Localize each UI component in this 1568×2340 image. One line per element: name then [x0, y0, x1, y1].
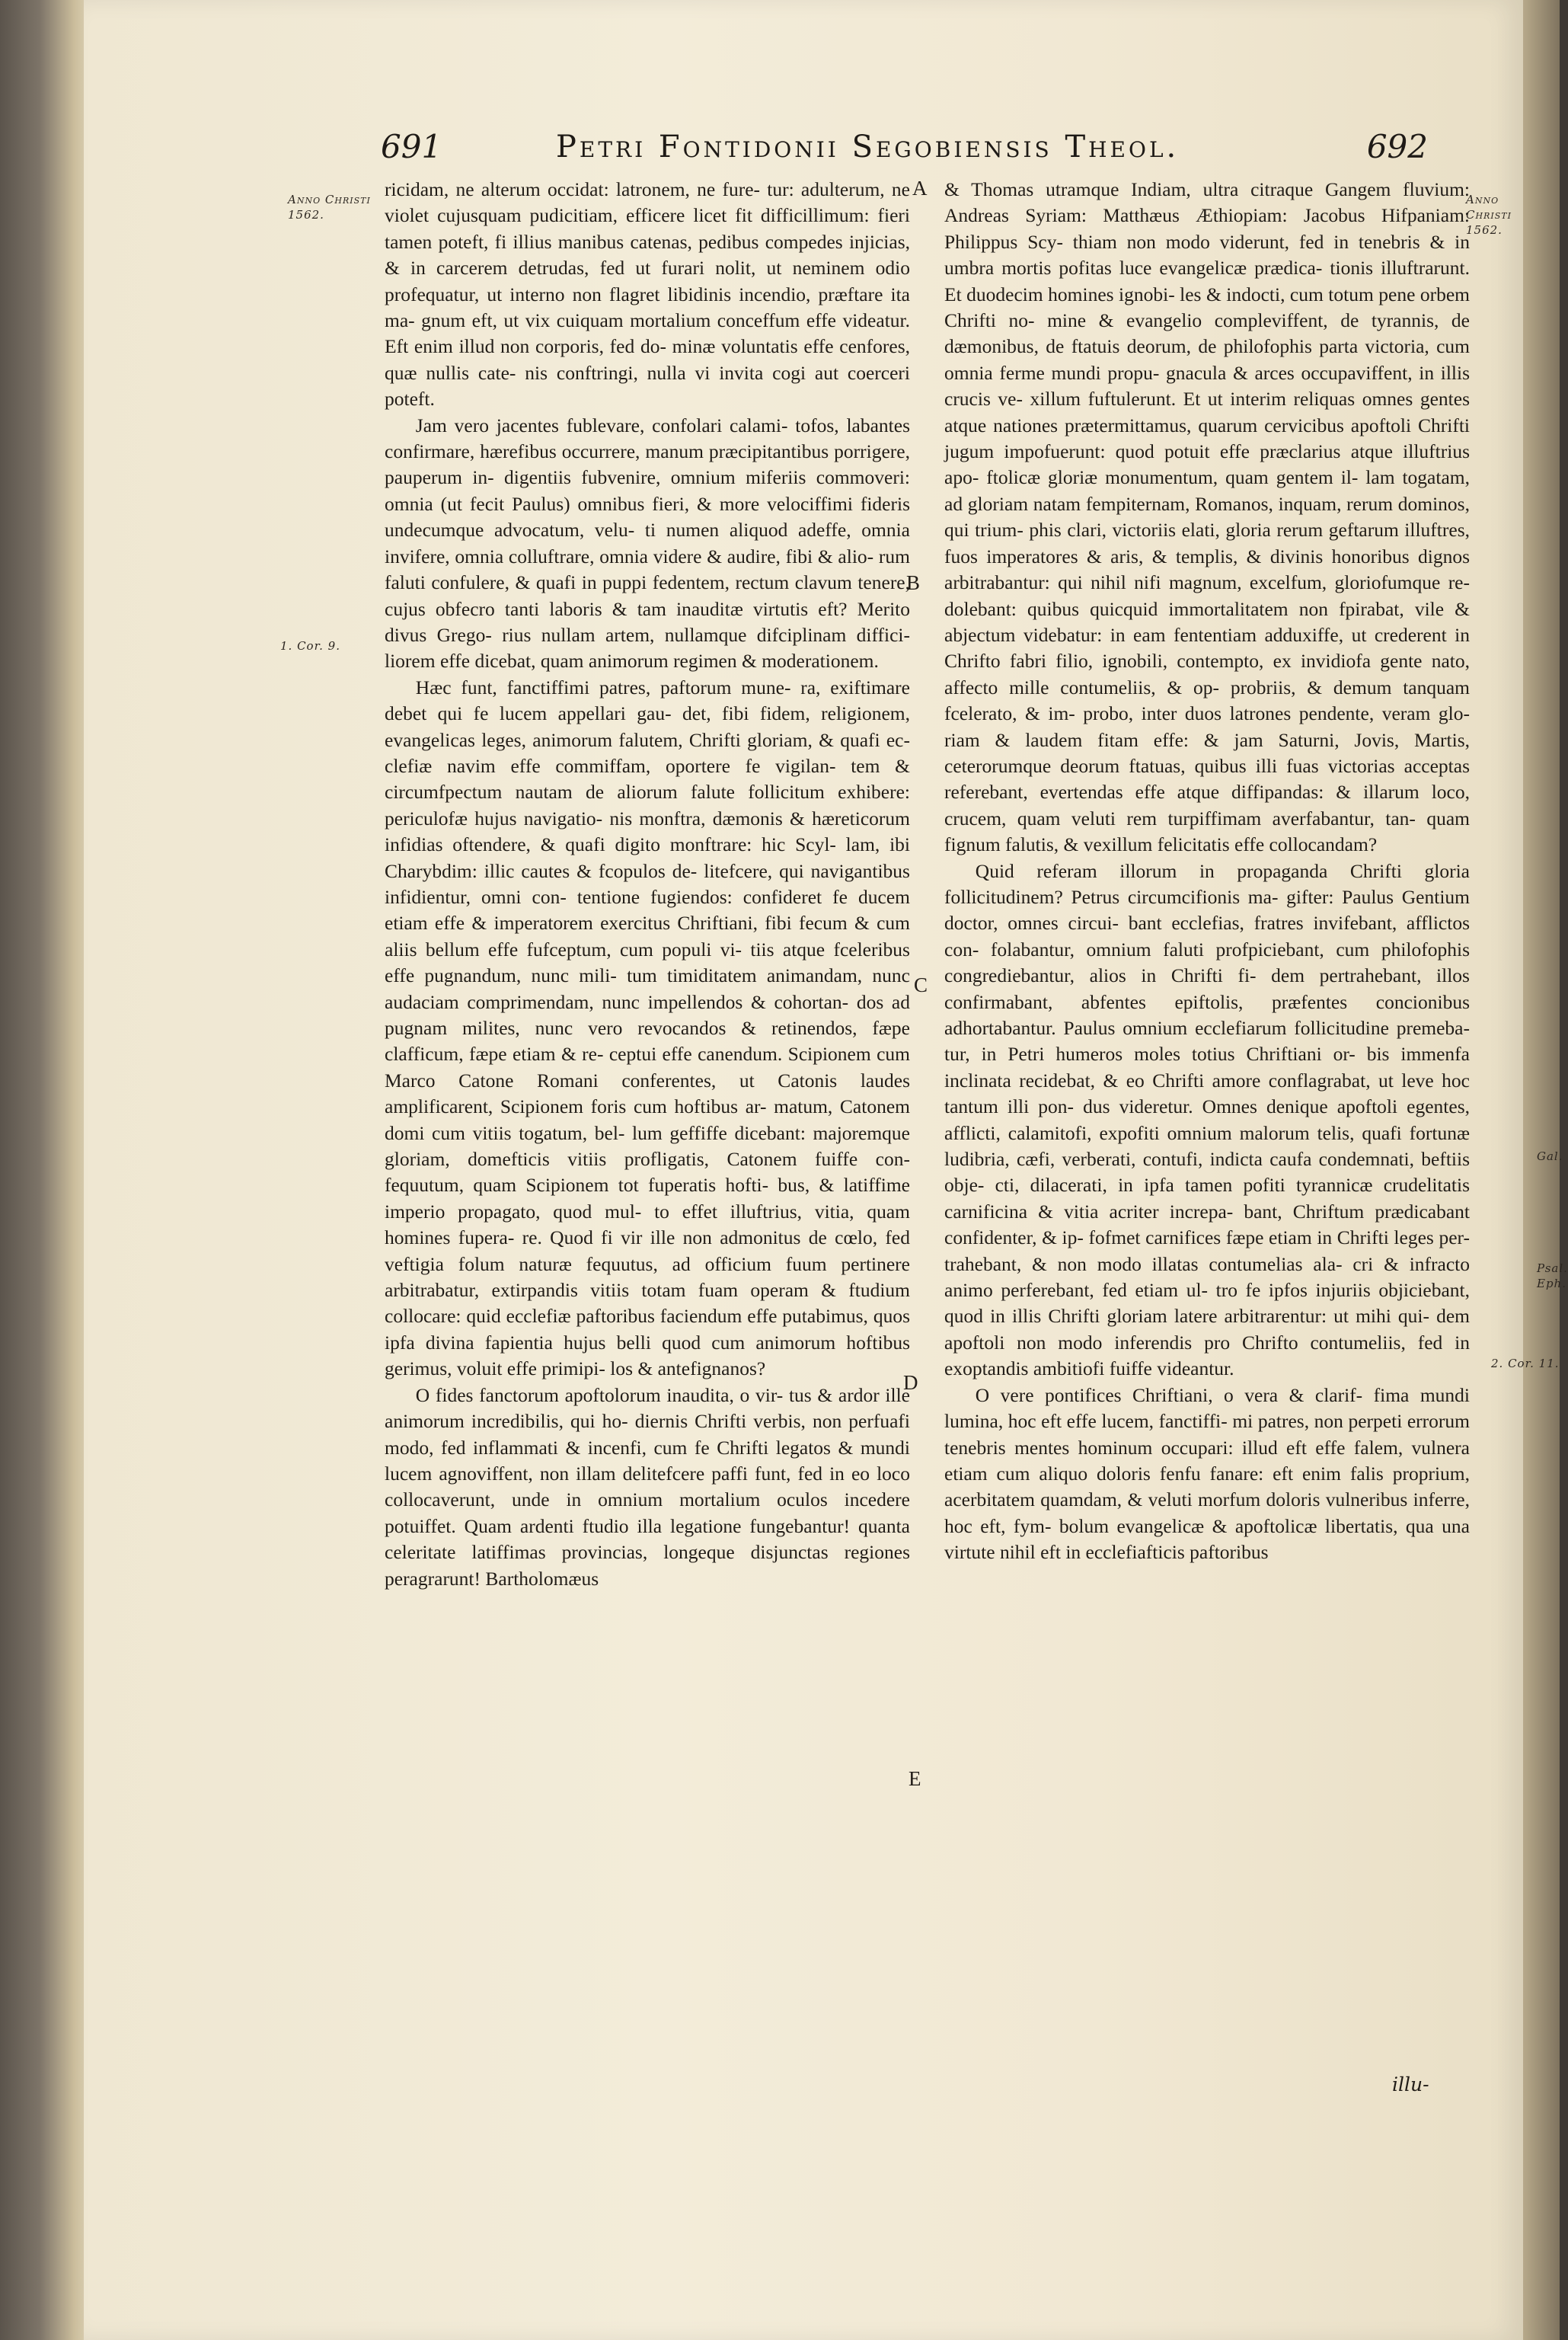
catchword: illu-	[1392, 2073, 1429, 2095]
running-title: Petri Fontidonii Segobiensis Theol.	[556, 129, 1180, 165]
page-number-left: 691	[381, 128, 442, 165]
margin-year-left: Anno Christi 1562.	[288, 193, 371, 222]
paragraph: & Thomas utramque Indiam, ultra citraque Gangem fluvium: Andreas Syriam: Matthæus Æthiopiam: Jacobus Hifpaniam: Philippus Scy- thiam non modo viderunt, fed in tenebris & in umbra mortis pofitas luce evangelicæ prædica- tionis illuftrarunt. Et duodecim homines ignobi- les & indocti, cum totum pene orbem Chrifti no- mine & evangelio compleviffent, de tyrannis, de dæmonibus, de ftatuis deorum, de philofophis parta victoria, cum omnia ferme mundi propu- gnacula & arces occupaviffent, in illis crucis ve- xillum fuftulerunt. Et ut interim reliquas omnes gentes atque nationes prætermittamus, quarum cervicibus apoftoli Chrifti jugum impofuerunt: quod potuit effe præclarius atque illuftrius apo- ftolicæ gloriæ monumentum, quam gentem il- lam togatam, ad gloriam natam fempiternam, Romanos, inquam, rerum dominos, qui trium- phis clari, victoriis elati, gloria rerum geftarum illuftres, fuos imperatores & aris, & templis, & divinis honoribus dignos arbitrabantur: qui nihil nifi magnum, excelfum, gloriofumque re- dolebant: quibus quicquid immortalitatem non fpirabat, vile & abjectum videbatur: in eam fententiam adduxiffe, ut crederent in Chrifto fabri filio, ignobili, contempto, ex invidiofa gente nato, affecto mille contumeliis, & op- probriis, & demum tanquam fcelerato, & im- probo, inter duos latrones pendente, veram glo- riam & laudem fitam effe: & jam Saturni, Jovis, Martis, ceterorumque deorum ftatuas, quibus illi fuas victorias acceptas referebant, evertendas effe atque diffipandas: & illarum loco, crucem, quam veluti rem turpiffimam averfabantur, tan- quam fignum falutis, & vexillum felicitatis effe collocandam?	[944, 178, 1470, 856]
margin-ref-psalms: Psal. Eph.	[1537, 1261, 1568, 1290]
paragraph: Hæc funt, fanctiffimi patres, paftorum mune- ra, exiftimare debet qui fe lucem appellari gau- det, fibi fidem, religionem, evangelicas leges, animorum falutem, Chrifti gloriam, & quafi ec- clefiæ navim effe commiffam, oportere fe vigilan- tem & circumfpectum nautam de aliorum falute follicitum exhibere: periculofæ hujus navigatio- nis monftra, dæmonis & hæreticorum infidias oftendere, & quafi digito monftrare: hic Scyl- lam, ibi Charybdim: illic cautes & fcopulos de- litefcere, qui navigantibus infidientur, omni con- tentione fugiendos: confideret fe ducem etiam effe & imperatorem exercitus Chriftiani, fibi fecum & cum aliis bellum effe fufceptum, cum populi vi- tiis atque fceleribus effe pugnandum, nunc mili- tum timiditatem animandam, nunc audaciam comprimendam, nunc impellendos & cohortan- dos ad pugnam milites, nunc vero revocandos & retinendos, fæpe clafficum, fæpe etiam & re- ceptui effe canendum. Scipionem cum Marco Catone Romani conferentes, ut Catonis laudes amplificarent, Scipionem foris cum hoftibus ar- matum, Catonem domi cum vitiis togatum, bel- lum geffiffe dicebant: majoremque gloriam, domefticis vitiis profligatis, Catonem fuiffe con- fequutum, quam Scipionem tot fuperatis hofti- bus, & latiffime imperio propagato, quod mul- to effet illuftrius, vitia, quam homines fupera- re. Quod fi vir ille non admonitus de cœlo, fed veftigia folum naturæ fequutus, ad officium fuum pertinere arbitrabatur, extirpandis vitiis totam fuam operam & ftudium collocare: quid ecclefiæ paftoribus faciendum effe putabimus, quos ipfa divina fapientia hujus belli quod cum animorum hoftibus gerimus, voluit effe primipi- los & antefignanos?	[385, 676, 910, 1380]
paragraph: ricidam, ne alterum occidat: latronem, ne fure- tur: adulterum, ne violet cujusquam pudicitiam, efficere licet fit difficillimum: fieri tamen poteft, fi illius manibus catenas, pedibus compedes injicias, & in carcerem detrudas, fed ut furari nolit, ut neminem odio profequatur, ut interno non flagret libidinis incendio, præftare ita ma- gnum eft, ut vix cuiquam mortalium conceffum effe videatur. Eft enim illud non corporis, fed do- minæ voluntatis effe cenfores, quæ nullis cate- nis conftringi, nulla vi invita cogi aut coerceri poteft.	[385, 178, 910, 411]
paragraph: O vere pontifices Chriftiani, o vera & clarif- fima mundi lumina, hoc eft effe lucem, fanctiffi- mi patres, non perpeti errorum tenebris mentes hominum occupari: illud eft effe falem, vulnera etiam cum aliquo doloris fenfu fanare: eft enim falis proprium, acerbitatem quamdam, & veluti morfum doloris vulneribus inferre, hoc eft, fym- bolum evangelicæ & apoftolicæ libertatis, qua una virtute nihil eft in ecclefiafticis paftoribus	[944, 1383, 1470, 1564]
paragraph: Jam vero jacentes fublevare, confolari calami- tofos, labantes confirmare, hærefibus occurrere, manum præcipitantibus porrigere, pauperum in- digentiis fubvenire, omnium miferiis commoveri: omnia (ut fecit Paulus) omnibus fieri, & more velociffimi fideris undecumque advocatum, velu- ti numen aliquod adeffe, omnia invifere, omnia colluftrare, omnia videre & audire, fibi & alio- rum faluti confulere, & quafi in puppi fedentem, rectum clavum tenere, cujus obfecro tanti laboris & tam inauditæ virtutis eft? Merito divus Grego- rius nullam artem, nullamque difciplinam diffici- liorem effe dicebat, quam animorum regimen & moderationem.	[385, 414, 910, 673]
margin-ref-2-corinthians: 2. Cor. 11.	[1491, 1357, 1560, 1370]
book-right-edge	[1523, 0, 1560, 2340]
section-letter-b: B	[906, 571, 921, 594]
left-text-column	[385, 177, 910, 1592]
section-letter-c: C	[914, 973, 928, 996]
margin-ref-galatians: Gal.	[1537, 1149, 1563, 1163]
section-letter-d: D	[903, 1371, 918, 1394]
page-number-right: 692	[1366, 128, 1428, 165]
paragraph: O fides fanctorum apoftolorum inaudita, o vir- tus & ardor ille animorum incredibilis, qui ho- diernis Chrifti verbis, non perfuafi modo, fed inflammati & incenfi, cum fe Chrifti legatos & mundi lucem agnoviffent, non illam delitefcere paffi funt, fed in eo loco collocaverunt, unde in omnium mortalium oculos incedere potuiffet. Quam ardenti ftudio illa legatione fungebantur! quanta celeritate latiffimas provincias, longeque disjunctas regiones peragrarunt! Bartholomæus	[385, 1383, 910, 1590]
page-header	[381, 122, 1462, 175]
section-letter-e: E	[909, 1767, 921, 1790]
margin-year-right: Anno Christi 1562.	[1466, 193, 1512, 237]
margin-ref-corinthians: 1. Cor. 9.	[280, 639, 340, 653]
right-text-column	[944, 177, 1470, 1566]
paragraph: Quid referam illorum in propaganda Chrifti gloria follicitudinem? Petrus circumcifionis ma- gifter: Paulus Gentium doctor, omnes circui- bant ecclefias, fratres invifebant, afflictos con- folabantur, omnium faluti profpiciebant, cum philofophis congrediebantur, alios in Chrifti fi- dem pertrahebant, illos confirmabant, abfentes epiftolis, præfentes concionibus adhortabantur. Paulus omnium ecclefiarum follicitudine premeba- tur, in Petri humeros moles totius Chriftiani or- bis immenfa inclinata recidebat, & eo Chrifti amore conflagrabat, ut leve hoc tantum illi pon- dus videretur. Omnes denique apoftoli egentes, afflicti, calamitofi, expofiti omnium malorum telis, quafi fortunæ ludibria, cæfi, verberati, contufi, indicta caufa condemnati, beftiis obje- cti, dilacerati, in ipfa tamen pofiti tyrannicæ crudelitatis carnificina & vitia acriter increpa- bant, Chriftum prædicabant confidenter, & ip- fofmet carnifices fæpe etiam in Chrifti leges per- trahebant, & non modo illatas contumelias ala- cri & infracto animo perferebant, fed etiam ul- tro fe ipfos injuriis objiciebant, quod in illis Chrifti gloriam latere arbitrarentur: ut mihi qui- dem apoftoli non modo inferendis pro Chrifto contumeliis, fed in exoptandis ambitiofi fuiffe videantur.	[944, 859, 1470, 1380]
section-letter-a: A	[912, 177, 928, 200]
